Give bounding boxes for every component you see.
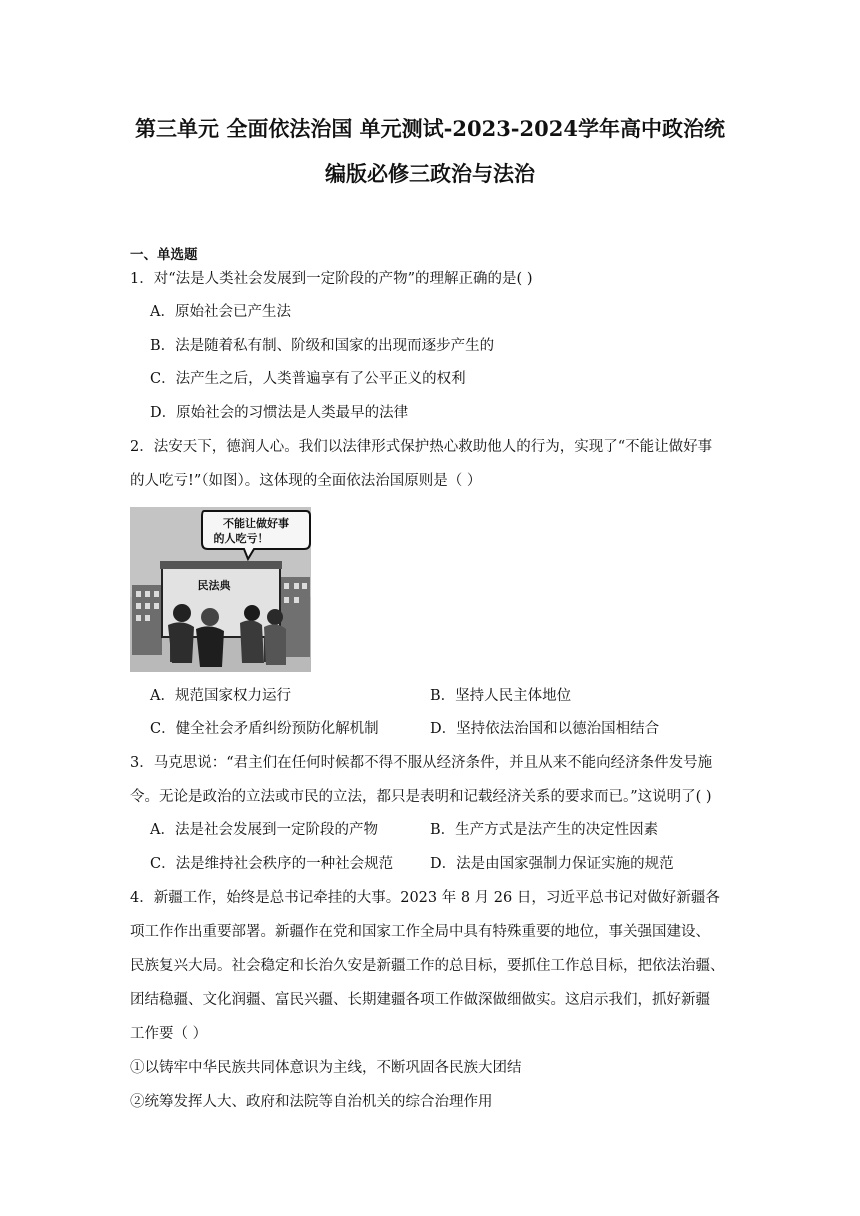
question-2-option-a: A．规范国家权力运行 [150,688,291,704]
question-3-stem-line-1: 3．马克思说：“君主们在任何时候都不得不服从经济条件，并且从来不能向经济条件发号施 [130,755,713,771]
question-4-line-5: 工作要（ ） [130,1026,208,1042]
document-title-line-2: 编版必修三政治与法治 [325,161,535,186]
question-1-option-a: A．原始社会已产生法 [150,304,291,320]
question-4-statement-1: ①以铸牢中华民族共同体意识为主线，不断巩固各民族大团结 [130,1060,522,1076]
question-4-line-3: 民族复兴大局。社会稳定和长治久安是新疆工作的总目标，要抓住工作总目标，把依法治疆、 [130,958,725,974]
question-1-stem: 1．对“法是人类社会发展到一定阶段的产物”的理解正确的是( ) [130,271,533,287]
question-4-line-4: 团结稳疆、文化润疆、富民兴疆、长期建疆各项工作做深做细做实。这启示我们，抓好新疆 [130,992,710,1008]
civil-code-cartoon-image [130,507,311,672]
cartoon-bubble-line-2: 的人吃亏！ [213,532,269,545]
question-2-option-b: B．坚持人民主体地位 [430,688,572,704]
question-3-option-a: A．法是社会发展到一定阶段的产物 [150,822,378,838]
question-3-stem-line-2: 令。无论是政治的立法或市民的立法，都只是表明和记载经济关系的要求而已。”这说明了( ) [130,789,712,805]
section-heading: 一、单选题 [130,247,198,263]
question-3-option-d: D．法是由国家强制力保证实施的规范 [430,856,674,872]
question-3-option-c: C．法是维持社会秩序的一种社会规范 [150,856,394,872]
question-4-line-1: 4．新疆工作，始终是总书记牵挂的大事。2023 年 8 月 26 日，习近平总书记对做好新疆各 [130,890,720,906]
question-1-option-d: D．原始社会的习惯法是人类最早的法律 [150,405,409,421]
cartoon-bubble-line-1: 不能让做好事 [223,517,289,530]
question-4-line-2: 项工作作出重要部署。新疆作在党和国家工作全局中具有特殊重要的地位，事关强国建设、 [130,924,710,940]
question-2-stem-line-1: 2．法安天下，德润人心。我们以法律形式保护热心救助他人的行为，实现了“不能让做好事 [130,439,713,455]
question-1-option-b: B．法是随着私有制、阶级和国家的出现而逐步产生的 [150,338,495,354]
document-title-line-1: 第三单元 全面依法治国 单元测试-2023-2024学年高中政治统 [135,116,725,141]
question-2-stem-line-2: 的人吃亏!”（如图）。这体现的全面依法治国原则是（ ） [130,473,482,489]
cartoon-sign-text: 民法典 [197,579,231,592]
question-2-option-d: D．坚持依法治国和以德治国相结合 [430,721,660,737]
question-4-statement-2: ②统筹发挥人大、政府和法院等自治机关的综合治理作用 [130,1094,493,1110]
question-2-option-c: C．健全社会矛盾纠纷预防化解机制 [150,721,379,737]
question-1-option-c: C．法产生之后，人类普遍享有了公平正义的权利 [150,371,466,387]
question-3-option-b: B．生产方式是法产生的决定性因素 [430,822,659,838]
